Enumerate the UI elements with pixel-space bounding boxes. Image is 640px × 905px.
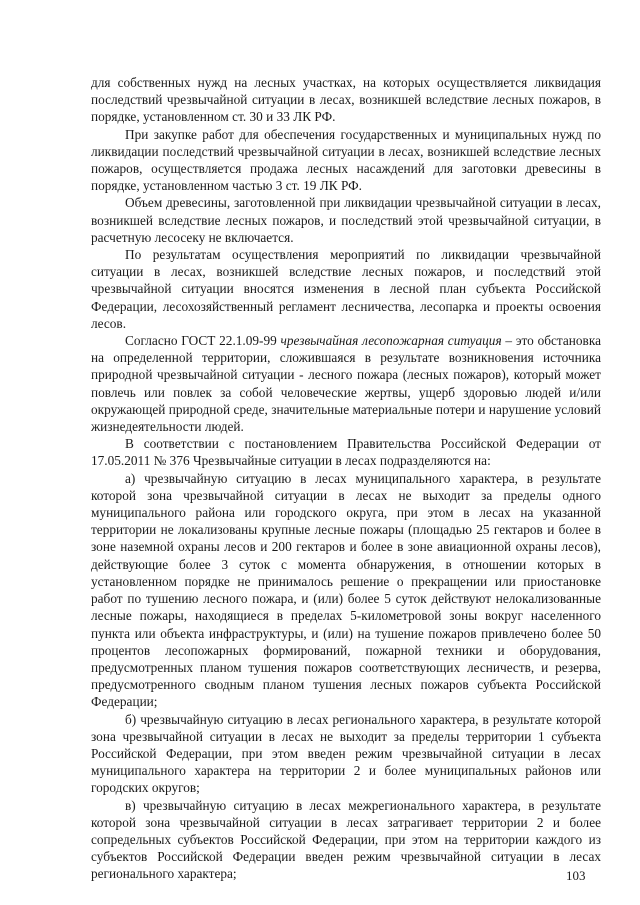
paragraph-decree-intro: В соответствии с постановлением Правительства Российской Федерации от 17.05.2011 № 376 Чрезвычайные ситуации в лесах подразделяются на: bbox=[91, 436, 601, 469]
list-item-municipal: а) чрезвычайную ситуацию в лесах муниципального характера, в результате которой зона чрезвычайной ситуации в лесах не выходит за пределы одного муниципального района или городского округа, при этом в лесах на указанной территории не локализованы крупные лесные пожары (площадью 25 гектаров и более в зоне наземной охраны лесов и 200 гектаров и более в зоне авиационной охраны лесов), действующие более 3 суток с момента обнаружения, в отношении которых в установленном порядке не принималось решение о прекращении или приостановке работ по тушению лесного пожара, и (или) более 5 суток действуют нелокализованные лесные пожары, находящиеся в пределах 5-километровой зоны вокруг населенного пункта или объекта инфраструктуры, и (или) на тушение пожаров привлечено более 50 процентов лесопожарных формирований, пожарной техники и оборудования, предусмотренных планом тушения пожаров соответствующих лесничеств, и резерва, предусмотренного сводным планом тушения лесных пожаров субъекта Российской Федерации; bbox=[91, 470, 601, 710]
gost-term: чрезвычайная лесопожарная ситуация bbox=[280, 333, 502, 349]
list-item-interregional: в) чрезвычайную ситуацию в лесах межрегионального характера, в результате которой зона чрезвычайной ситуации в лесах затрагивает территории 2 и более сопредельных субъектов Российской Федерации, при этом на территории каждого из субъектов Российской Федерации введен режим чрезвычайной ситуации в лесах регионального характера; bbox=[91, 797, 601, 882]
gost-text-before: Согласно ГОСТ 22.1.09-99 bbox=[125, 333, 281, 349]
paragraph-forest-plan-changes: По результатам осуществления мероприятий по ликвидации чрезвычайной ситуации в лесах, возникшей вследствие лесных пожаров, и последствий этой чрезвычайной ситуации вносятся изменения в лесной план субъекта Российской Федерации, лесохозяйственный регламент лесничества, лесопарка и проекты освоения лесов. bbox=[91, 247, 601, 331]
paragraph-gost-definition bbox=[91, 332, 601, 435]
page-number: 103 bbox=[566, 868, 586, 883]
paragraph-timber-volume: Объем древесины, заготовленной при ликвидации чрезвычайной ситуации в лесах, возникшей вследствие лесных пожаров, и последствий этой чрезвычайной ситуации, в расчетную лесосеку не включается. bbox=[91, 195, 601, 245]
gost-text-after: – это обстановка на определенной территории, сложившаяся в результате возникновения источника природной чрезвычайной ситуации - лесного пожара (лесных пожаров), который может повлечь или повлек за собой человеческие жертвы, ущерб здоровью людей и/или окружающей природной среде, значительные материальные потери и нарушение условий жизнедеятельности людей. bbox=[91, 333, 601, 435]
paragraph-procurement: При закупке работ для обеспечения государственных и муниципальных нужд по ликвидации последствий чрезвычайной ситуации в лесах, возникшей вследствие лесных пожаров, осуществляется продажа лесных насаждений для заготовки древесины в порядке, установленном частью 3 ст. 19 ЛК РФ. bbox=[91, 126, 601, 194]
list-item-regional: б) чрезвычайную ситуацию в лесах регионального характера, в результате которой зона чрезвычайной ситуации в лесах не выходит за пределы территории 1 субъекта Российской Федерации, при этом введен режим чрезвычайной ситуации в лесах муниципального характера на территории 2 и более муниципальных районов или городских округов; bbox=[91, 711, 601, 796]
paragraph-continuation: для собственных нужд на лесных участках, на которых осуществляется ликвидация последствий чрезвычайной ситуации в лесах, возникшей вследствие лесных пожаров, в порядке, установленном ст. 30 и 33 ЛК РФ. bbox=[91, 75, 601, 125]
document-body bbox=[91, 74, 601, 883]
